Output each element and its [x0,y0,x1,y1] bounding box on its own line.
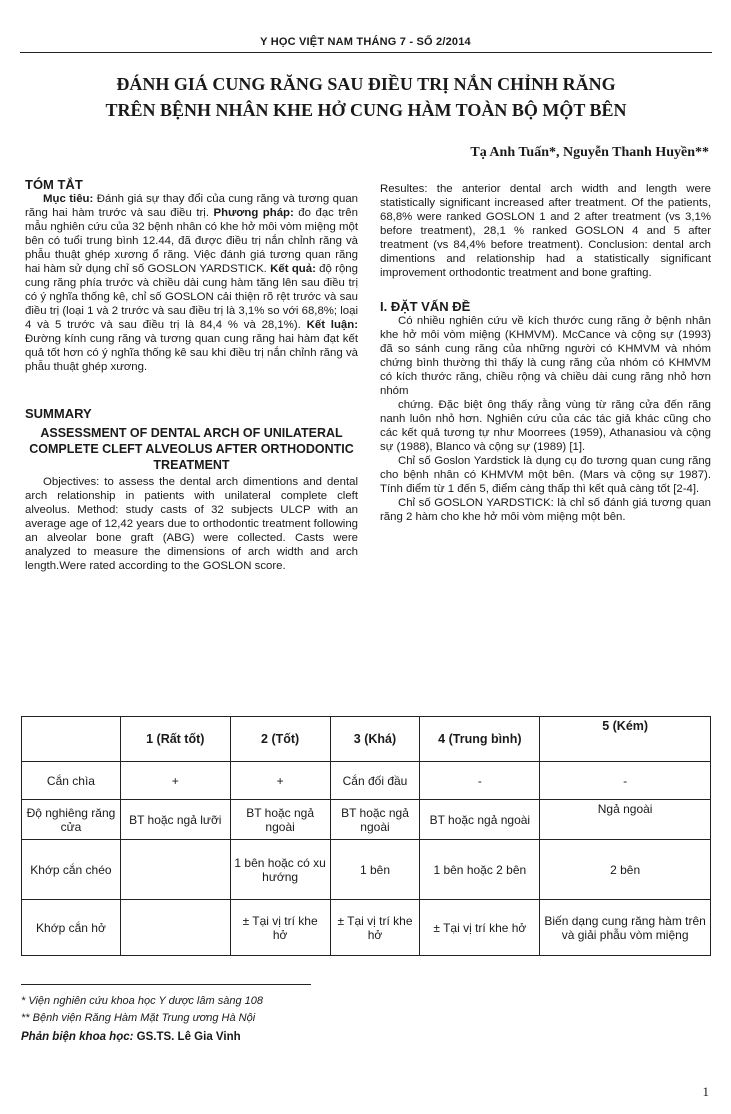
table-cell: Biến dạng cung răng hàm trên và giải phẫu vòm miệng [540,900,711,956]
summary-text-continued: Resultes: the anterior dental arch width and length were statistically significant increased after treatment. Of the patients, 68,8% were ranked GOSLON 1 and 2 after treatment (vs 3,1% before treatment), 28,1 % ranked GOSLON 4 and 5 after treatment (vs 84,4% before treatment). Conclusion: dental arch dimentions and relationship had a statistically significant improvement orthodontic treatment and bone grafting. [380,183,711,279]
table-cell: ± Tại vị trí khe hở [230,900,330,956]
journal-header: Y HỌC VIỆT NAM THÁNG 7 - SỐ 2/2014 [260,36,471,48]
intro-paragraph-1: Có nhiều nghiên cứu về kích thước cung răng ở bệnh nhân khe hở môi vòm miệng (KHMVM). McCance và cộng sự (1993) đã so sánh cung răng của những người có KHMVM và nhóm chứng bình thường thì thấy là cung răng của nhóm có KHMVM có kích thước răng, chiều rộng và chiều dài cung răng nhỏ hơn nhóm [380,315,711,397]
table-header-cell: 3 (Khá) [330,717,420,762]
header-divider [20,52,712,53]
table-cell: BT hoặc ngả lưỡi [120,800,230,840]
article-title-line-1: ĐÁNH GIÁ CUNG RĂNG SAU ĐIỀU TRỊ NẮN CHỈNH RĂNG [116,74,616,94]
table-header-cell [22,717,121,762]
table-row-label: Cắn chìa [22,762,121,800]
table-cell: - [540,762,711,800]
footnote-divider [21,984,311,985]
reviewer-label: Phản biện khoa học: [21,1031,134,1043]
table-cell: Cắn đối đầu [330,762,420,800]
intro-paragraph-3: Chỉ số Goslon Yardstick là dụng cụ đo tương quan cung răng cho bệnh nhân có KHMVM một bên. (Mars và cộng sự 1987). Tính điểm từ 1 đến 5, điểm càng thấp thì kết quả càng tốt [2-4]. [380,455,711,495]
goslon-table [21,716,711,956]
abstract-vi-text [25,192,358,374]
results-label: Kết quả: [270,263,316,275]
conclusion-text: Đường kính cung răng và tương quan cung răng hai hàm đạt kết quả tốt hơn có ý nghĩa thống kê sau khi điều trị nắn chỉnh răng và phẫu thuật ghép xương. [25,333,358,373]
table-row [22,840,711,900]
table-row [22,900,711,956]
table-cell [120,840,230,900]
summary-title: ASSESSMENT OF DENTAL ARCH OF UNILATERAL COMPLETE CLEFT ALVEOLUS AFTER ORTHODONTIC TREATMENT [29,426,354,472]
table-cell: + [120,762,230,800]
table-header-row [22,717,711,762]
table-cell: BT hoặc ngả ngoài [330,800,420,840]
table-cell: 1 bên hoặc 2 bên [420,840,540,900]
table-cell: - [420,762,540,800]
table-cell: 1 bên [330,840,420,900]
table-cell: Ngả ngoài [540,800,711,840]
table-cell: + [230,762,330,800]
reviewer-name: GS.TS. Lê Gia Vinh [133,1031,241,1043]
method-label: Phương pháp: [213,207,294,219]
table-cell [120,900,230,956]
table-row-label: Độ nghiêng răng cửa [22,800,121,840]
table-header-cell: 4 (Trung bình) [420,717,540,762]
page-number: 1 [702,1084,709,1099]
table-cell: ± Tại vị trí khe hở [330,900,420,956]
conclusion-label: Kết luận: [306,319,358,331]
left-column [25,178,358,573]
table-header-cell: 2 (Tốt) [230,717,330,762]
summary-heading: SUMMARY [25,406,92,421]
article-title-line-2: TRÊN BỆNH NHÂN KHE HỞ CUNG HÀM TOÀN BỘ MỘT BÊN [105,100,627,120]
table-cell: ± Tại vị trí khe hở [420,900,540,956]
results-text: độ rộng cung răng phía trước và chiều dài cung hàm tăng lên sau điều trị có ý nghĩa thống kê, chỉ số GOSLON cải thiện rõ rệt trước và sau điều trị (loại 1 và 2 trước và sau điều trị là 3,1% so với 68,8%; loại 4 và 5 trước và sau điều trị là 84,4 % và 28,1%). [25,263,358,331]
table-header-cell: 5 (Kém) [540,717,711,762]
table-header-cell: 1 (Rất tốt) [120,717,230,762]
intro-heading: I. ĐẶT VẤN ĐỀ [380,299,471,314]
aim-text: Đánh giá sự thay đổi của cung răng và tương quan răng hai hàm trước và sau điều trị. [25,193,358,219]
table-row-label: Khớp cắn hở [22,900,121,956]
table-cell: 2 bên [540,840,711,900]
footnote-affiliation-1: * Viện nghiên cứu khoa học Y dược lâm sàng 108 [21,995,263,1007]
table-cell: BT hoặc ngả ngoài [420,800,540,840]
table-cell: BT hoặc ngả ngoài [230,800,330,840]
aim-label: Mục tiêu: [43,193,94,205]
intro-paragraph-2: chứng. Đặc biệt ông thấy rằng vùng từ răng cửa đến răng nanh luôn nhỏ hơn. Nghiên cứu của các tác giả khác cũng cho các kết quả tương tự như Moorrees (1959), Athanasiou và cộng sự (1988), Blanco và cộng sự (1989) [1]. [380,399,711,453]
method-text: đo đạc trên mẫu nghiên cứu của 32 bệnh nhân có khe hở môi vòm miệng một bên có tuổi trung bình 12.44, đã được điều trị nắn chỉnh răng và phẫu thuật ghép xương ổ răng. Việc đánh giá tương quan răng hai hàm sử dụng chỉ số GOSLON YARDSTICK. [25,207,358,275]
authors: Tạ Anh Tuấn*, Nguyễn Thanh Huyền** [470,145,709,160]
right-column [380,182,711,524]
table-row [22,800,711,840]
reviewer-line [21,1031,241,1043]
footnote-affiliation-2: ** Bệnh viện Răng Hàm Mặt Trung ương Hà Nội [21,1012,256,1024]
table-row-label: Khớp cắn chéo [22,840,121,900]
table-cell: 1 bên hoặc có xu hướng [230,840,330,900]
summary-text: Objectives: to assess the dental arch dimentions and dental arch relationship in patients with unilateral complete cleft alveolus. Method: study casts of 32 subjects ULCP with an average age of 12,42 years due to orthodontic treatment following an alveolar bone graft (ABG) were collected. Casts were analyzed to measure the dimensions of arch width and arch length.Were rated according to the GOSLON score. [25,476,358,572]
intro-paragraph-4: Chỉ số GOSLON YARDSTICK: là chỉ số đánh giá tương quan răng 2 hàm cho khe hở môi vòm miệng một bên. [380,497,711,523]
table-row [22,762,711,800]
abstract-heading: TÓM TẮT [25,177,83,192]
